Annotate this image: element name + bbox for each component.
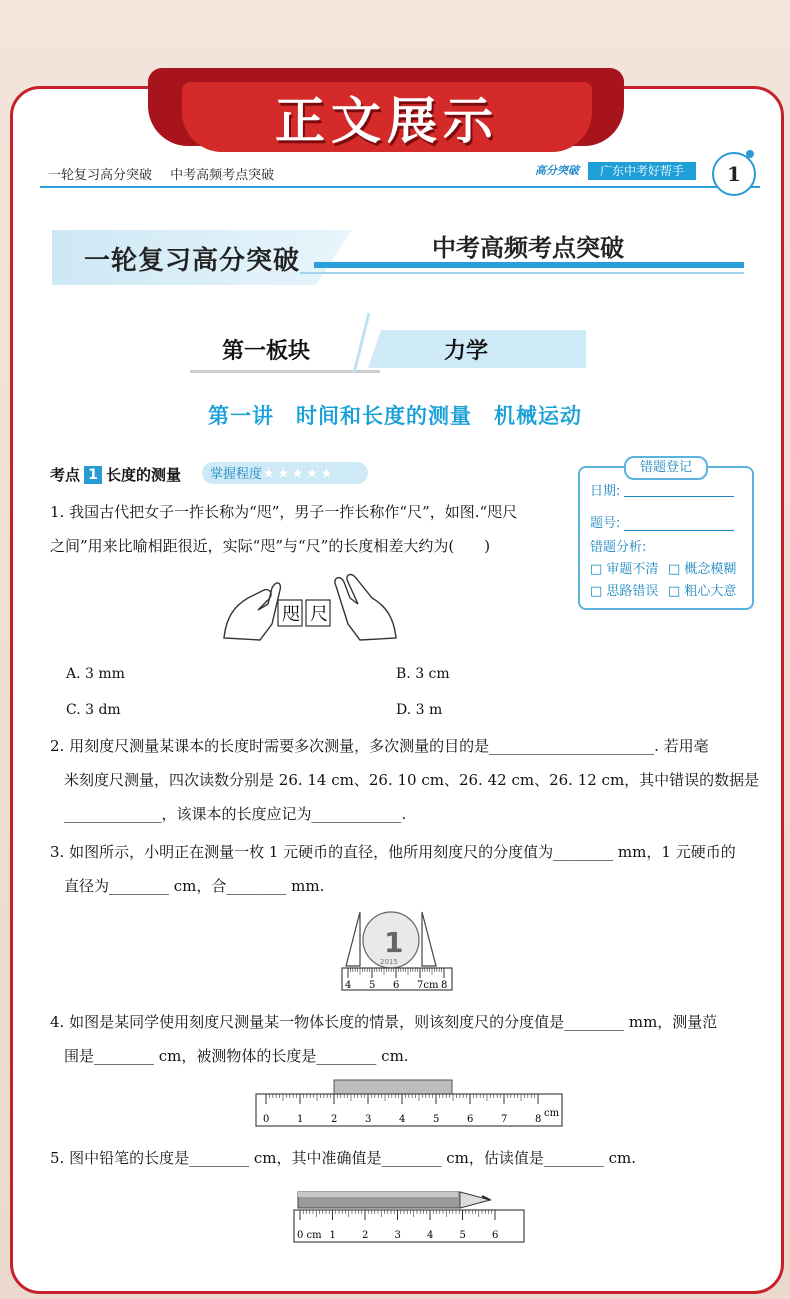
block-subject: 力学 (444, 338, 489, 364)
header-left-1: 一轮复习高分突破 (48, 168, 153, 183)
kaodian-name: 长度的测量 (106, 466, 182, 484)
lecture-title: 第一讲 时间和长度的测量 机械运动 (208, 404, 582, 428)
q5-ruler-label: 2 (362, 1230, 369, 1241)
q3-ruler-label: 5 (369, 980, 376, 991)
page-dot (746, 150, 754, 158)
error-date-label: 日期: (590, 484, 621, 499)
q3-coin-figure (340, 908, 456, 992)
q5-ruler-label: 0 cm (297, 1230, 322, 1241)
page-number: 1 (712, 152, 756, 196)
q3-ruler-label: 7cm (417, 980, 439, 991)
q1-line1: 1. 我国古代把女子一拃长称为“咫”，男子一拃长称作“尺”，如图.“咫尺 (50, 503, 518, 521)
q4-ruler-label: 8 (535, 1114, 542, 1125)
mastery-badge (202, 462, 368, 484)
q3-line1: 3. 如图所示，小明正在测量一枚 1 元硬币的直径，他所用刻度尺的分度值为________ mm，1 元硬币的 (50, 843, 736, 861)
block-name: 第一板块 (222, 338, 311, 364)
q3-ruler-label: 8 (441, 980, 448, 991)
error-option[interactable]: □ 概念模糊 (668, 562, 737, 577)
q2-line1: 2. 用刻度尺测量某课本的长度时需要多次测量，多次测量的目的是______________________. 若用毫 (50, 737, 709, 755)
q5-ruler-label: 4 (427, 1230, 434, 1241)
error-register-title: 错题登记 (624, 456, 708, 480)
q4-ruler-unit: cm (544, 1108, 560, 1119)
q1-hands-figure (220, 568, 400, 648)
q3-coin-value: 1 (384, 926, 404, 959)
section-rule-thick (314, 262, 744, 268)
header-left-2: 中考高频考点突破 (170, 168, 275, 183)
error-number-line[interactable] (624, 530, 734, 531)
q1-line2: 之间”用来比喻相距很近，实际“咫”与“尺”的长度相差大约为( ) (50, 537, 491, 555)
q1-option-b[interactable]: B. 3 cm (396, 666, 450, 682)
q3-ruler-label: 4 (345, 980, 352, 991)
section-right-title: 中考高频考点突破 (432, 234, 624, 262)
kaodian-number: 1 (84, 466, 102, 484)
q5-ruler-label: 5 (459, 1230, 466, 1241)
star-icon: ★★★★★ (262, 464, 335, 482)
mastery-label: 掌握程度 (210, 467, 263, 482)
running-header (48, 164, 288, 183)
q1-option-a[interactable]: A. 3 mm (66, 666, 125, 682)
banner-title: 正文展示 (275, 92, 499, 150)
q2-line2: 米刻度尺测量，四次读数分别是 26. 14 cm、26. 10 cm、26. 42 cm、26. 12 cm，其中错误的数据是 (64, 771, 760, 789)
error-number-label: 题号: (590, 516, 621, 531)
q3-ruler-label: 6 (393, 980, 400, 991)
error-option[interactable]: □ 思路错误 (590, 584, 659, 599)
q4-ruler-label: 0 (263, 1114, 270, 1125)
q5-ruler-label: 1 (329, 1230, 336, 1241)
error-option[interactable]: □ 审题不清 (590, 562, 659, 577)
error-analysis-label: 错题分析: (590, 540, 647, 555)
q4-ruler-figure (254, 1078, 566, 1128)
q3-coin-year: 2015 (380, 958, 398, 966)
q4-ruler-label: 7 (501, 1114, 508, 1125)
q4-ruler-label: 3 (365, 1114, 372, 1125)
q1-option-c[interactable]: C. 3 dm (66, 702, 121, 718)
kaodian-heading (50, 464, 181, 485)
error-option[interactable]: □ 粗心大意 (668, 584, 737, 599)
q4-ruler-label: 2 (331, 1114, 338, 1125)
kaodian-label: 考点 (50, 466, 81, 484)
section-rule-thin (300, 272, 744, 274)
title-banner (148, 68, 624, 152)
q1-fig-char2: 尺 (310, 604, 328, 625)
brand-tag: 广东中考好帮手 (588, 162, 696, 180)
q5-line1: 5. 图中铅笔的长度是________ cm，其中准确值是________ cm，估读值是________ cm. (50, 1149, 637, 1167)
q2-line3: _____________，该课本的长度应记为____________. (64, 805, 407, 823)
q5-ruler-label: 3 (394, 1230, 401, 1241)
q3-line2: 直径为________ cm，合________ mm. (64, 877, 325, 895)
q4-ruler-label: 1 (297, 1114, 304, 1125)
error-date-line[interactable] (624, 496, 734, 497)
q5-pencil-figure (292, 1182, 528, 1244)
brand-logo: 高分突破 (535, 164, 579, 177)
q4-ruler-label: 6 (467, 1114, 474, 1125)
q1-fig-char1: 咫 (282, 604, 300, 625)
q1-option-d[interactable]: D. 3 m (396, 702, 443, 718)
q4-line2: 围是________ cm，被测物体的长度是________ cm. (64, 1047, 409, 1065)
q4-ruler-label: 4 (399, 1114, 406, 1125)
q4-ruler-label: 5 (433, 1114, 440, 1125)
q4-line1: 4. 如图是某同学使用刻度尺测量某一物体长度的情景，则该刻度尺的分度值是________ mm，测量范 (50, 1013, 718, 1031)
section-left-title: 一轮复习高分突破 (84, 246, 301, 276)
q5-ruler-label: 6 (492, 1230, 499, 1241)
header-divider (40, 186, 760, 188)
